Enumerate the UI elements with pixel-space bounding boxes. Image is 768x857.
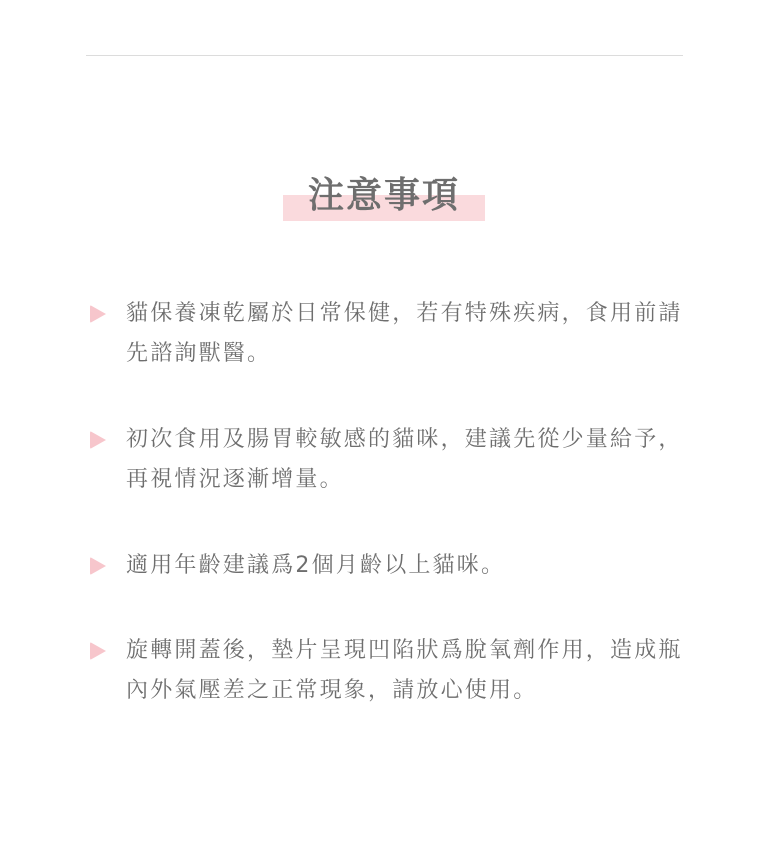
triangle-bullet-icon xyxy=(90,305,106,323)
note-text: 適用年齡建議爲2個月齡以上貓咪。 xyxy=(126,553,506,578)
triangle-bullet-icon xyxy=(90,557,106,575)
list-item xyxy=(86,294,686,374)
note-text: 初次食用及腸胃較敏感的貓咪，建議先從少量給予，再視情況逐漸增量。 xyxy=(126,427,683,492)
triangle-bullet-icon xyxy=(90,642,106,660)
triangle-bullet-icon xyxy=(90,431,106,449)
list-item xyxy=(86,420,686,500)
list-item xyxy=(86,546,686,586)
notes-list xyxy=(86,294,686,757)
note-text: 貓保養凍乾屬於日常保健，若有特殊疾病，食用前請先諮詢獸醫。 xyxy=(126,301,683,366)
note-text: 旋轉開蓋後，墊片呈現凹陷狀爲脫氧劑作用，造成瓶內外氣壓差之正常現象，請放心使用。 xyxy=(126,638,683,703)
top-divider xyxy=(86,55,683,56)
page-title: 注意事項 xyxy=(307,175,460,216)
list-item xyxy=(86,631,686,711)
section-heading xyxy=(283,170,485,222)
